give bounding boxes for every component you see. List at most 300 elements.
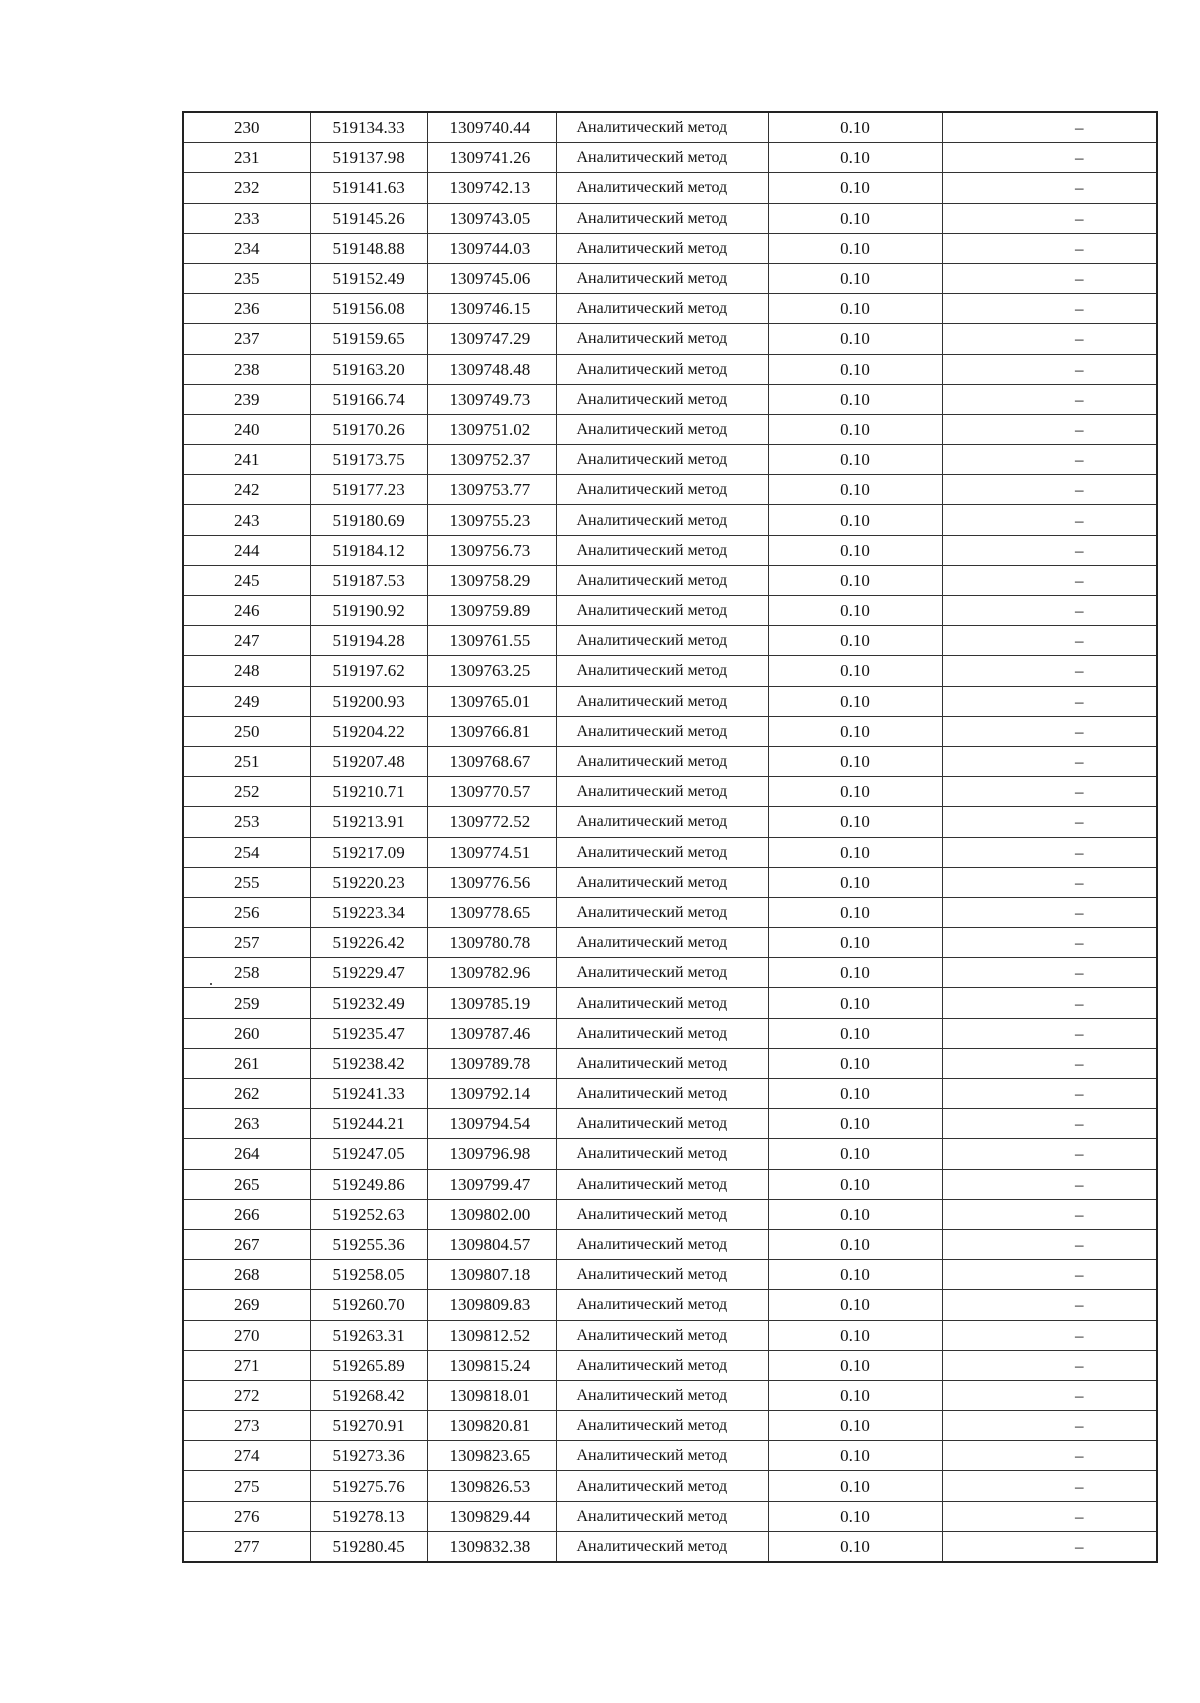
table-row: [183, 414, 1157, 444]
method-cell: Аналитический метод: [556, 1290, 768, 1320]
x-coordinate-cell: 519232.49: [310, 988, 427, 1018]
note-cell: [942, 897, 1157, 927]
note-dash: –: [1075, 1325, 1084, 1345]
table-row: [183, 1290, 1157, 1320]
note-cell: [942, 837, 1157, 867]
note-cell: [942, 535, 1157, 565]
note-cell: [942, 203, 1157, 233]
y-coordinate-cell: 1309761.55: [427, 626, 556, 656]
point-number-cell: 257: [183, 928, 310, 958]
point-number-cell: 242: [183, 475, 310, 505]
x-coordinate-cell: 519244.21: [310, 1109, 427, 1139]
point-number-cell: 251: [183, 746, 310, 776]
accuracy-cell: 0.10: [768, 746, 942, 776]
note-cell: [942, 656, 1157, 686]
note-cell: [942, 1350, 1157, 1380]
table-row: [183, 535, 1157, 565]
table-row: [183, 777, 1157, 807]
point-number-cell: 245: [183, 565, 310, 595]
note-cell: [942, 384, 1157, 414]
accuracy-cell: 0.10: [768, 1048, 942, 1078]
x-coordinate-cell: 519177.23: [310, 475, 427, 505]
x-coordinate-cell: 519258.05: [310, 1260, 427, 1290]
accuracy-cell: 0.10: [768, 1018, 942, 1048]
accuracy-cell: 0.10: [768, 716, 942, 746]
accuracy-cell: 0.10: [768, 112, 942, 143]
table-row: [183, 1139, 1157, 1169]
method-cell: Аналитический метод: [556, 686, 768, 716]
note-cell: [942, 928, 1157, 958]
note-dash: –: [1075, 510, 1084, 530]
method-cell: Аналитический метод: [556, 565, 768, 595]
point-number-cell: 237: [183, 324, 310, 354]
note-cell: [942, 867, 1157, 897]
x-coordinate-cell: 519204.22: [310, 716, 427, 746]
accuracy-cell: 0.10: [768, 897, 942, 927]
y-coordinate-cell: 1309748.48: [427, 354, 556, 384]
note-dash: –: [1075, 1023, 1084, 1043]
method-cell: Аналитический метод: [556, 1531, 768, 1562]
note-dash: –: [1075, 752, 1084, 772]
table-row: [183, 1441, 1157, 1471]
table-row: [183, 1079, 1157, 1109]
accuracy-cell: 0.10: [768, 1139, 942, 1169]
note-cell: [942, 1501, 1157, 1531]
point-number-cell: 277: [183, 1531, 310, 1562]
method-cell: Аналитический метод: [556, 1320, 768, 1350]
y-coordinate-cell: 1309755.23: [427, 505, 556, 535]
table-row: [183, 1471, 1157, 1501]
accuracy-cell: 0.10: [768, 656, 942, 686]
x-coordinate-cell: 519152.49: [310, 263, 427, 293]
y-coordinate-cell: 1309743.05: [427, 203, 556, 233]
note-dash: –: [1075, 872, 1084, 892]
y-coordinate-cell: 1309789.78: [427, 1048, 556, 1078]
point-number-cell: 255: [183, 867, 310, 897]
note-cell: [942, 1079, 1157, 1109]
table-row: [183, 716, 1157, 746]
method-cell: Аналитический метод: [556, 656, 768, 686]
point-number-cell: 240: [183, 414, 310, 444]
note-cell: [942, 112, 1157, 143]
note-dash: –: [1075, 1265, 1084, 1285]
note-dash: –: [1075, 782, 1084, 802]
point-number-cell: 236: [183, 294, 310, 324]
point-number-cell: 239: [183, 384, 310, 414]
table-row: [183, 1048, 1157, 1078]
table-row: [183, 143, 1157, 173]
note-cell: [942, 988, 1157, 1018]
method-cell: Аналитический метод: [556, 1079, 768, 1109]
method-cell: Аналитический метод: [556, 1501, 768, 1531]
y-coordinate-cell: 1309749.73: [427, 384, 556, 414]
point-number-cell: 261: [183, 1048, 310, 1078]
y-coordinate-cell: 1309794.54: [427, 1109, 556, 1139]
y-coordinate-cell: 1309776.56: [427, 867, 556, 897]
note-cell: [942, 746, 1157, 776]
table-row: [183, 867, 1157, 897]
table-row: [183, 928, 1157, 958]
accuracy-cell: 0.10: [768, 173, 942, 203]
accuracy-cell: 0.10: [768, 958, 942, 988]
y-coordinate-cell: 1309774.51: [427, 837, 556, 867]
point-number-cell: 265: [183, 1169, 310, 1199]
point-number-cell: 256: [183, 897, 310, 927]
accuracy-cell: 0.10: [768, 233, 942, 263]
y-coordinate-cell: 1309829.44: [427, 1501, 556, 1531]
note-cell: [942, 958, 1157, 988]
y-coordinate-cell: 1309807.18: [427, 1260, 556, 1290]
method-cell: Аналитический метод: [556, 1260, 768, 1290]
point-number-cell: 267: [183, 1229, 310, 1259]
x-coordinate-cell: 519197.62: [310, 656, 427, 686]
y-coordinate-cell: 1309770.57: [427, 777, 556, 807]
y-coordinate-cell: 1309751.02: [427, 414, 556, 444]
point-number-cell: 238: [183, 354, 310, 384]
note-dash: –: [1075, 450, 1084, 470]
y-coordinate-cell: 1309747.29: [427, 324, 556, 354]
x-coordinate-cell: 519137.98: [310, 143, 427, 173]
table-row: [183, 384, 1157, 414]
note-dash: –: [1075, 661, 1084, 681]
point-number-cell: 248: [183, 656, 310, 686]
table-row: [183, 173, 1157, 203]
method-cell: Аналитический метод: [556, 1411, 768, 1441]
y-coordinate-cell: 1309780.78: [427, 928, 556, 958]
coordinates-table: [182, 111, 1158, 1563]
y-coordinate-cell: 1309796.98: [427, 1139, 556, 1169]
point-number-cell: 260: [183, 1018, 310, 1048]
y-coordinate-cell: 1309804.57: [427, 1229, 556, 1259]
method-cell: Аналитический метод: [556, 112, 768, 143]
y-coordinate-cell: 1309787.46: [427, 1018, 556, 1048]
accuracy-cell: 0.10: [768, 988, 942, 1018]
x-coordinate-cell: 519263.31: [310, 1320, 427, 1350]
method-cell: Аналитический метод: [556, 505, 768, 535]
note-cell: [942, 1531, 1157, 1562]
point-number-cell: 266: [183, 1199, 310, 1229]
table-row: [183, 1260, 1157, 1290]
point-number-cell: 264: [183, 1139, 310, 1169]
accuracy-cell: 0.10: [768, 1501, 942, 1531]
x-coordinate-cell: 519265.89: [310, 1350, 427, 1380]
note-dash: –: [1075, 1506, 1084, 1526]
table-row: [183, 565, 1157, 595]
point-number-cell: 232: [183, 173, 310, 203]
scan-speck: [210, 983, 212, 985]
method-cell: Аналитический метод: [556, 203, 768, 233]
note-cell: [942, 263, 1157, 293]
y-coordinate-cell: 1309772.52: [427, 807, 556, 837]
table-row: [183, 263, 1157, 293]
method-cell: Аналитический метод: [556, 1380, 768, 1410]
method-cell: Аналитический метод: [556, 626, 768, 656]
note-dash: –: [1075, 993, 1084, 1013]
point-number-cell: 259: [183, 988, 310, 1018]
accuracy-cell: 0.10: [768, 294, 942, 324]
x-coordinate-cell: 519180.69: [310, 505, 427, 535]
x-coordinate-cell: 519190.92: [310, 596, 427, 626]
note-dash: –: [1075, 1114, 1084, 1134]
method-cell: Аналитический метод: [556, 475, 768, 505]
note-dash: –: [1075, 238, 1084, 258]
x-coordinate-cell: 519241.33: [310, 1079, 427, 1109]
point-number-cell: 275: [183, 1471, 310, 1501]
method-cell: Аналитический метод: [556, 1109, 768, 1139]
note-cell: [942, 414, 1157, 444]
y-coordinate-cell: 1309741.26: [427, 143, 556, 173]
point-number-cell: 235: [183, 263, 310, 293]
note-dash: –: [1075, 480, 1084, 500]
note-dash: –: [1075, 299, 1084, 319]
y-coordinate-cell: 1309759.89: [427, 596, 556, 626]
point-number-cell: 269: [183, 1290, 310, 1320]
point-number-cell: 246: [183, 596, 310, 626]
x-coordinate-cell: 519148.88: [310, 233, 427, 263]
x-coordinate-cell: 519268.42: [310, 1380, 427, 1410]
point-number-cell: 247: [183, 626, 310, 656]
note-dash: –: [1075, 1084, 1084, 1104]
method-cell: Аналитический метод: [556, 535, 768, 565]
coordinates-table-body: [183, 112, 1157, 1562]
note-cell: [942, 626, 1157, 656]
table-row: [183, 1109, 1157, 1139]
accuracy-cell: 0.10: [768, 1079, 942, 1109]
method-cell: Аналитический метод: [556, 867, 768, 897]
x-coordinate-cell: 519207.48: [310, 746, 427, 776]
note-dash: –: [1075, 1295, 1084, 1315]
x-coordinate-cell: 519213.91: [310, 807, 427, 837]
y-coordinate-cell: 1309752.37: [427, 445, 556, 475]
accuracy-cell: 0.10: [768, 1109, 942, 1139]
x-coordinate-cell: 519220.23: [310, 867, 427, 897]
method-cell: Аналитический метод: [556, 384, 768, 414]
x-coordinate-cell: 519170.26: [310, 414, 427, 444]
x-coordinate-cell: 519166.74: [310, 384, 427, 414]
method-cell: Аналитический метод: [556, 1139, 768, 1169]
method-cell: Аналитический метод: [556, 1229, 768, 1259]
note-dash: –: [1075, 1204, 1084, 1224]
accuracy-cell: 0.10: [768, 1290, 942, 1320]
method-cell: Аналитический метод: [556, 1169, 768, 1199]
x-coordinate-cell: 519163.20: [310, 354, 427, 384]
x-coordinate-cell: 519270.91: [310, 1411, 427, 1441]
y-coordinate-cell: 1309820.81: [427, 1411, 556, 1441]
note-dash: –: [1075, 540, 1084, 560]
note-cell: [942, 1471, 1157, 1501]
note-dash: –: [1075, 1476, 1084, 1496]
accuracy-cell: 0.10: [768, 1320, 942, 1350]
point-number-cell: 263: [183, 1109, 310, 1139]
method-cell: Аналитический метод: [556, 596, 768, 626]
note-cell: [942, 807, 1157, 837]
note-dash: –: [1075, 148, 1084, 168]
point-number-cell: 234: [183, 233, 310, 263]
note-dash: –: [1075, 902, 1084, 922]
x-coordinate-cell: 519187.53: [310, 565, 427, 595]
note-cell: [942, 596, 1157, 626]
note-cell: [942, 1441, 1157, 1471]
note-cell: [942, 445, 1157, 475]
table-row: [183, 233, 1157, 263]
method-cell: Аналитический метод: [556, 837, 768, 867]
point-number-cell: 253: [183, 807, 310, 837]
note-dash: –: [1075, 963, 1084, 983]
y-coordinate-cell: 1309753.77: [427, 475, 556, 505]
point-number-cell: 231: [183, 143, 310, 173]
note-cell: [942, 1018, 1157, 1048]
accuracy-cell: 0.10: [768, 1169, 942, 1199]
y-coordinate-cell: 1309740.44: [427, 112, 556, 143]
table-row: [183, 596, 1157, 626]
note-dash: –: [1075, 601, 1084, 621]
x-coordinate-cell: 519260.70: [310, 1290, 427, 1320]
accuracy-cell: 0.10: [768, 1350, 942, 1380]
note-cell: [942, 777, 1157, 807]
method-cell: Аналитический метод: [556, 294, 768, 324]
point-number-cell: 273: [183, 1411, 310, 1441]
table-row: [183, 746, 1157, 776]
method-cell: Аналитический метод: [556, 445, 768, 475]
table-row: [183, 505, 1157, 535]
y-coordinate-cell: 1309832.38: [427, 1531, 556, 1562]
table-row: [183, 1380, 1157, 1410]
method-cell: Аналитический метод: [556, 324, 768, 354]
table-row: [183, 807, 1157, 837]
y-coordinate-cell: 1309745.06: [427, 263, 556, 293]
method-cell: Аналитический метод: [556, 1199, 768, 1229]
method-cell: Аналитический метод: [556, 716, 768, 746]
table-row: [183, 445, 1157, 475]
accuracy-cell: 0.10: [768, 535, 942, 565]
note-cell: [942, 143, 1157, 173]
note-dash: –: [1075, 389, 1084, 409]
note-cell: [942, 1380, 1157, 1410]
method-cell: Аналитический метод: [556, 1471, 768, 1501]
note-cell: [942, 1199, 1157, 1229]
accuracy-cell: 0.10: [768, 777, 942, 807]
point-number-cell: 233: [183, 203, 310, 233]
note-dash: –: [1075, 721, 1084, 741]
method-cell: Аналитический метод: [556, 263, 768, 293]
note-cell: [942, 294, 1157, 324]
table-row: [183, 203, 1157, 233]
y-coordinate-cell: 1309746.15: [427, 294, 556, 324]
accuracy-cell: 0.10: [768, 354, 942, 384]
x-coordinate-cell: 519255.36: [310, 1229, 427, 1259]
note-dash: –: [1075, 1355, 1084, 1375]
x-coordinate-cell: 519159.65: [310, 324, 427, 354]
table-row: [183, 837, 1157, 867]
y-coordinate-cell: 1309782.96: [427, 958, 556, 988]
note-dash: –: [1075, 178, 1084, 198]
point-number-cell: 274: [183, 1441, 310, 1471]
x-coordinate-cell: 519173.75: [310, 445, 427, 475]
accuracy-cell: 0.10: [768, 565, 942, 595]
note-dash: –: [1075, 812, 1084, 832]
accuracy-cell: 0.10: [768, 807, 942, 837]
point-number-cell: 230: [183, 112, 310, 143]
note-cell: [942, 1048, 1157, 1078]
method-cell: Аналитический метод: [556, 414, 768, 444]
table-row: [183, 1018, 1157, 1048]
accuracy-cell: 0.10: [768, 505, 942, 535]
table-row: [183, 1411, 1157, 1441]
note-cell: [942, 716, 1157, 746]
note-dash: –: [1075, 118, 1084, 138]
table-row: [183, 656, 1157, 686]
accuracy-cell: 0.10: [768, 626, 942, 656]
accuracy-cell: 0.10: [768, 384, 942, 414]
accuracy-cell: 0.10: [768, 1411, 942, 1441]
table-row: [183, 958, 1157, 988]
y-coordinate-cell: 1309768.67: [427, 746, 556, 776]
accuracy-cell: 0.10: [768, 1199, 942, 1229]
note-dash: –: [1075, 933, 1084, 953]
note-cell: [942, 1139, 1157, 1169]
x-coordinate-cell: 519252.63: [310, 1199, 427, 1229]
note-dash: –: [1075, 570, 1084, 590]
table-row: [183, 475, 1157, 505]
table-row: [183, 294, 1157, 324]
y-coordinate-cell: 1309765.01: [427, 686, 556, 716]
x-coordinate-cell: 519280.45: [310, 1531, 427, 1562]
table-row: [183, 1320, 1157, 1350]
x-coordinate-cell: 519273.36: [310, 1441, 427, 1471]
x-coordinate-cell: 519194.28: [310, 626, 427, 656]
x-coordinate-cell: 519134.33: [310, 112, 427, 143]
y-coordinate-cell: 1309809.83: [427, 1290, 556, 1320]
note-dash: –: [1075, 1385, 1084, 1405]
note-cell: [942, 1411, 1157, 1441]
accuracy-cell: 0.10: [768, 928, 942, 958]
y-coordinate-cell: 1309778.65: [427, 897, 556, 927]
accuracy-cell: 0.10: [768, 143, 942, 173]
x-coordinate-cell: 519200.93: [310, 686, 427, 716]
method-cell: Аналитический метод: [556, 1350, 768, 1380]
note-dash: –: [1075, 631, 1084, 651]
x-coordinate-cell: 519210.71: [310, 777, 427, 807]
method-cell: Аналитический метод: [556, 958, 768, 988]
y-coordinate-cell: 1309823.65: [427, 1441, 556, 1471]
method-cell: Аналитический метод: [556, 897, 768, 927]
accuracy-cell: 0.10: [768, 596, 942, 626]
accuracy-cell: 0.10: [768, 1531, 942, 1562]
table-row: [183, 1229, 1157, 1259]
x-coordinate-cell: 519156.08: [310, 294, 427, 324]
note-cell: [942, 686, 1157, 716]
point-number-cell: 272: [183, 1380, 310, 1410]
table-row: [183, 686, 1157, 716]
note-dash: –: [1075, 1536, 1084, 1556]
note-dash: –: [1075, 1144, 1084, 1164]
note-dash: –: [1075, 1446, 1084, 1466]
point-number-cell: 244: [183, 535, 310, 565]
point-number-cell: 252: [183, 777, 310, 807]
point-number-cell: 276: [183, 1501, 310, 1531]
x-coordinate-cell: 519235.47: [310, 1018, 427, 1048]
note-dash: –: [1075, 1053, 1084, 1073]
point-number-cell: 271: [183, 1350, 310, 1380]
y-coordinate-cell: 1309812.52: [427, 1320, 556, 1350]
note-cell: [942, 1109, 1157, 1139]
method-cell: Аналитический метод: [556, 1048, 768, 1078]
method-cell: Аналитический метод: [556, 988, 768, 1018]
y-coordinate-cell: 1309758.29: [427, 565, 556, 595]
note-dash: –: [1075, 1235, 1084, 1255]
method-cell: Аналитический метод: [556, 1018, 768, 1048]
y-coordinate-cell: 1309799.47: [427, 1169, 556, 1199]
